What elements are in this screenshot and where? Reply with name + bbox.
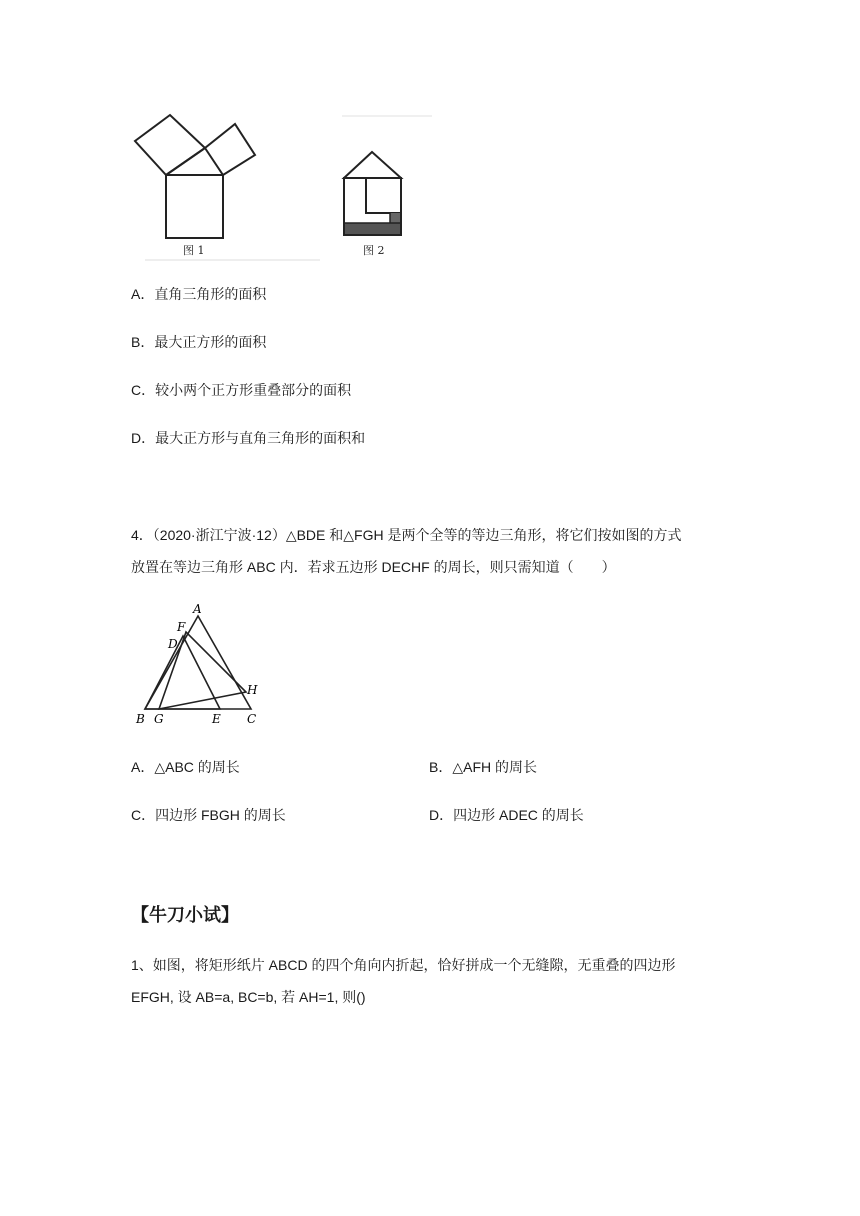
label-c: C	[247, 712, 257, 726]
q4-option-b: B．△AFH 的周长	[429, 759, 537, 775]
q4-option-d: D．四边形 ADEC 的周长	[429, 807, 584, 823]
triangle-bde	[145, 636, 220, 709]
fig2-roof	[344, 152, 401, 178]
fig1-triangle-edge	[166, 148, 205, 175]
practice-q1-line2: EFGH, 设 AB=a, BC=b, 若 AH=1, 则()	[131, 989, 366, 1005]
label-f: F	[177, 620, 186, 634]
q3-option-b: B．最大正方形的面积	[131, 334, 267, 350]
q4-option-c: C．四边形 FBGH 的周长	[131, 807, 286, 823]
practice-q1-line1: 1、如图，将矩形纸片 ABCD 的四个角向内折起，恰好拼成一个无缝隙，无重叠的四边形	[131, 957, 676, 973]
fig2-shaded-right	[390, 213, 400, 223]
q3-option-a: A．直角三角形的面积	[131, 286, 267, 302]
fig1-caption: 图 1	[183, 244, 205, 257]
label-h: H	[247, 683, 258, 697]
label-e: E	[212, 712, 221, 726]
fig1-large-square	[166, 175, 223, 238]
fig2-caption: 图 2	[363, 244, 385, 257]
q4-text-line1: 4．（2020·浙江宁波·12）△BDE 和△FGH 是两个全等的等边三角形，将它们按如图的方式	[131, 527, 682, 543]
figure-1	[125, 110, 335, 265]
figure-2	[330, 110, 440, 265]
q4-text-line2: 放置在等边三角形 ABC 内．若求五边形 DECHF 的周长，则只需知道（ ）	[131, 559, 616, 575]
fig2-inner-square	[366, 178, 401, 213]
fig2-shaded-bottom	[345, 223, 400, 234]
label-g: G	[154, 712, 164, 726]
label-d: D	[168, 637, 178, 651]
section-title: 【牛刀小试】	[131, 905, 239, 925]
label-b: B	[136, 712, 145, 726]
label-a: A	[193, 602, 202, 616]
q3-option-d: D．最大正方形与直角三角形的面积和	[131, 430, 366, 446]
q4-option-a: A．△ABC 的周长	[131, 759, 240, 775]
triangle-abc	[145, 616, 251, 709]
q3-option-c: C．较小两个正方形重叠部分的面积	[131, 382, 352, 398]
figure-triangles	[130, 598, 270, 733]
fig1-left-square	[135, 115, 205, 175]
fig1-right-square	[205, 124, 255, 175]
